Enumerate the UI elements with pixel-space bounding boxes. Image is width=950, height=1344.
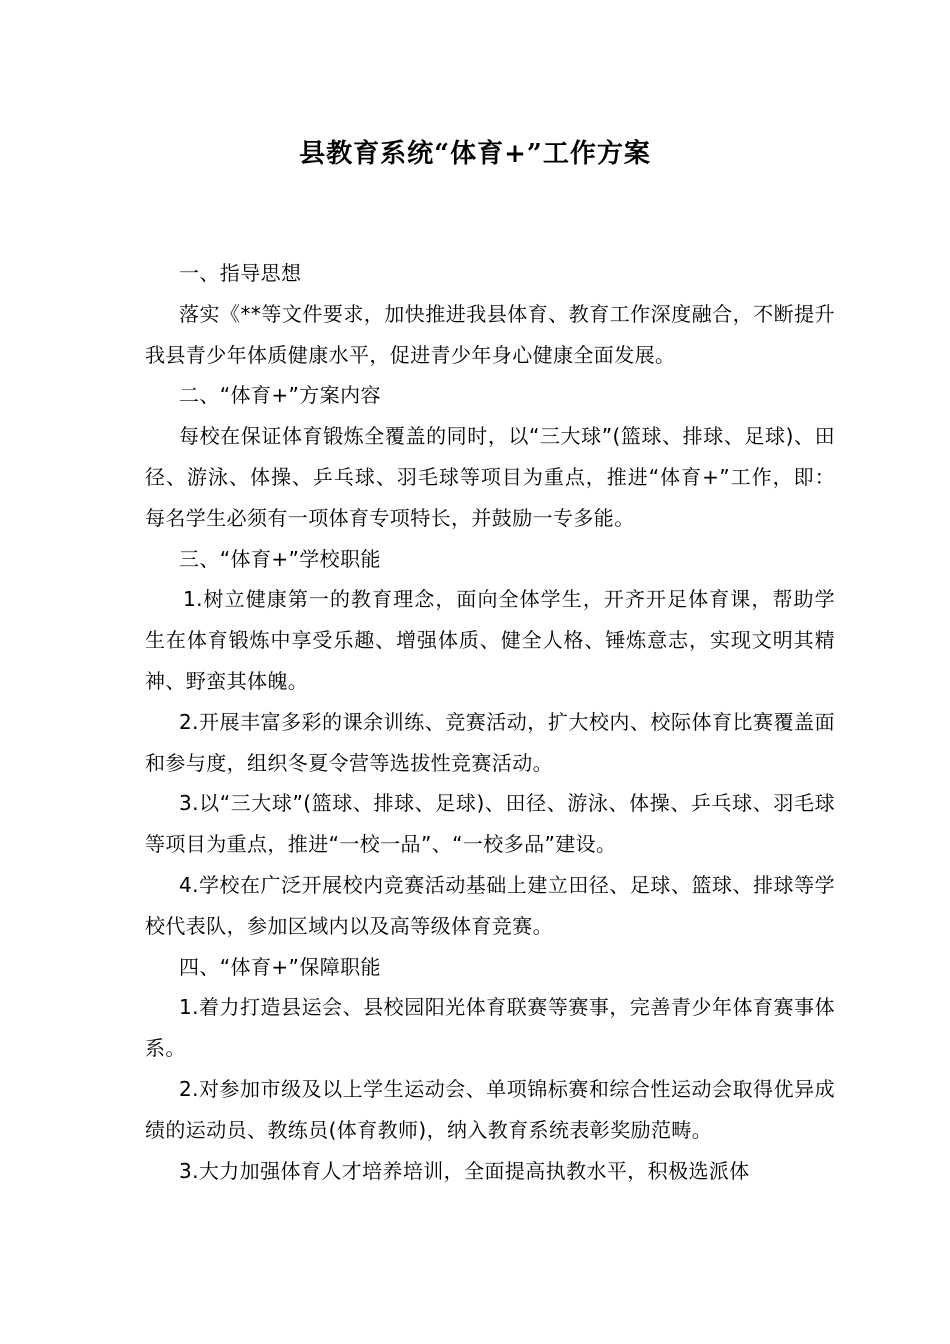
paragraph: 3.大力加强体育人才培养培训，全面提高执教水平，积极选派体 [179,1158,750,1183]
section-heading: 三、“体育+”学校职能 [179,546,381,571]
section-heading: 四、“体育+”保障职能 [179,954,381,979]
section-heading: 二、“体育+”方案内容 [179,383,381,408]
paragraph: 2.对参加市级及以上学生运动会、单项锦标赛和综合性运动会取得优异成绩的运动员、教练员(体育教师)，纳入教育系统表彰奖励范畴。 [145,1076,835,1142]
document-title: 县教育系统“体育+”工作方案 [299,139,651,169]
paragraph: 3.以“三大球”(篮球、排球、足球)、田径、游泳、体操、乒乓球、羽毛球等项目为重点，推进“一校一品”、“一校多品”建设。 [145,791,835,857]
paragraph: 2.开展丰富多彩的课余训练、竞赛活动，扩大校内、校际体育比赛覆盖面和参与度，组织冬夏令营等选拔性竞赛活动。 [145,709,835,775]
paragraph: 1.树立健康第一的教育理念，面向全体学生，开齐开足体育课，帮助学生在体育锻炼中享受乐趣、增强体质、健全人格、锤炼意志，实现文明其精神、野蛮其体魄。 [145,587,835,693]
paragraph: 1.着力打造县运会、县校园阳光体育联赛等赛事，完善青少年体育赛事体系。 [145,995,835,1061]
paragraph: 4.学校在广泛开展校内竞赛活动基础上建立田径、足球、篮球、排球等学校代表队，参加区域内以及高等级体育竞赛。 [145,872,835,938]
section-heading: 一、指导思想 [179,261,302,285]
paragraph: 落实《**等文件要求，加快推进我县体育、教育工作深度融合，不断提升我县青少年体质健康水平，促进青少年身心健康全面发展。 [145,301,835,367]
paragraph: 每校在保证体育锻炼全覆盖的同时，以“三大球”(篮球、排球、足球)、田径、游泳、体操、乒乓球、羽毛球等项目为重点，推进“体育+”工作，即：每名学生必须有一项体育专项特长，并鼓励一专多能。 [145,424,835,530]
document-body [145,253,835,1191]
